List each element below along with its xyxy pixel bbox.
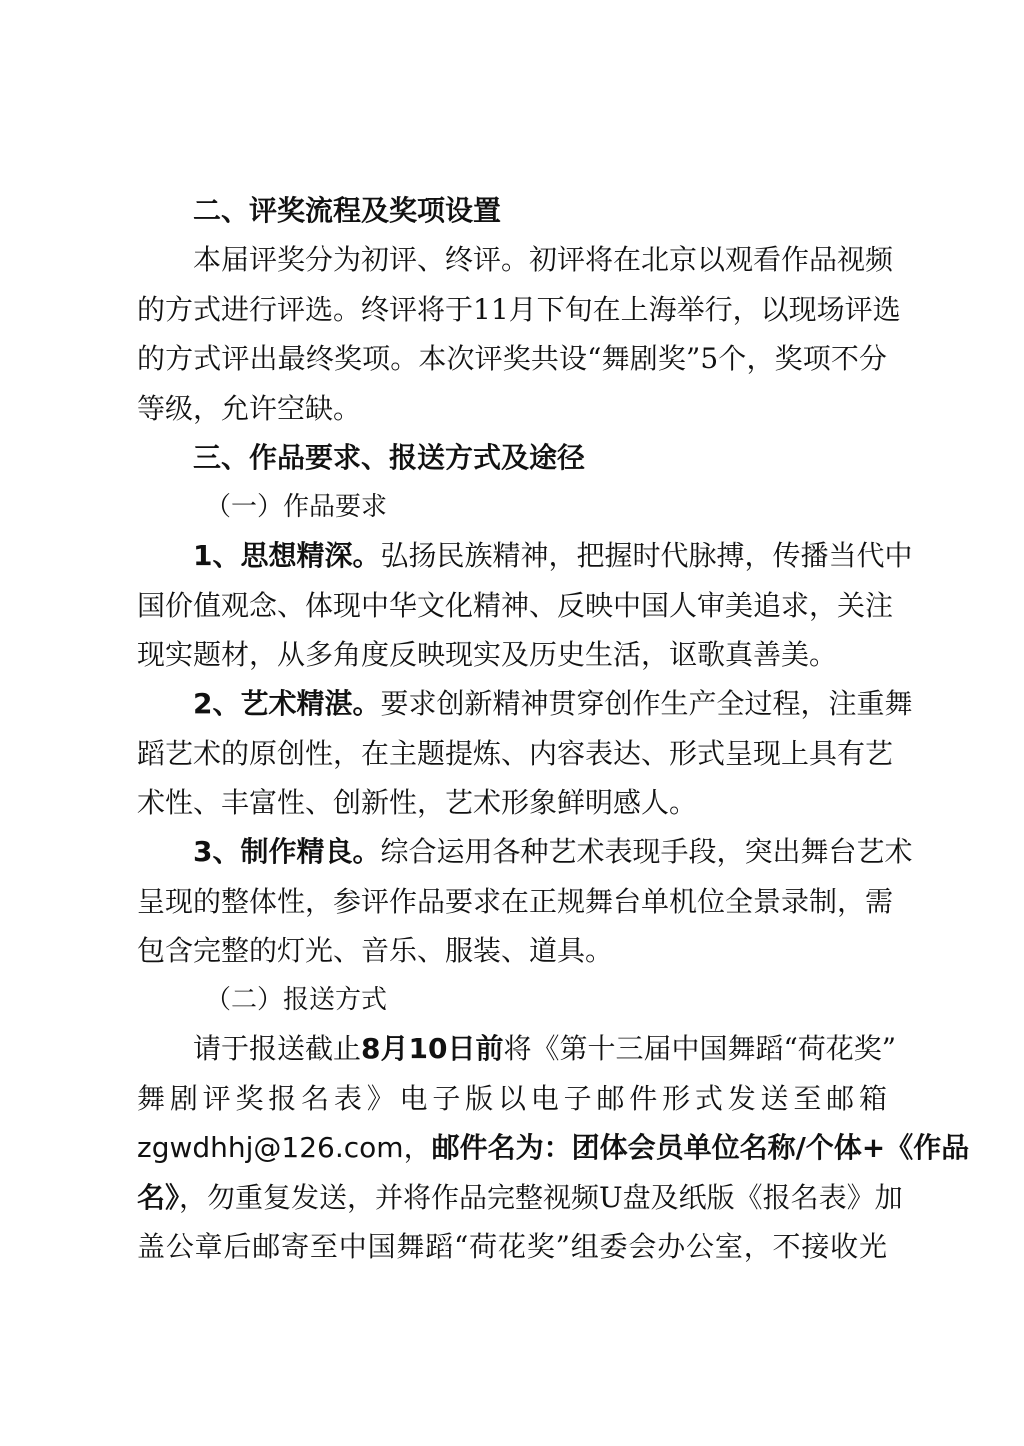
paragraph-line: 国价值观念、体现中华文化精神、反映中国人审美追求，关注 <box>137 589 894 622</box>
submission-line-5: 盖公章后邮寄至中国舞蹈“荷花奖”组委会办公室，不接收光 <box>137 1230 887 1263</box>
email-address: zgwdhhj@126.com <box>137 1131 404 1164</box>
requirement-item-1 <box>193 531 913 581</box>
paragraph-line: 蹈艺术的原创性，在主题提炼、内容表达、形式呈现上具有艺 <box>137 737 894 770</box>
paragraph-line: 本届评奖分为初评、终评。初评将在北京以观看作品视频 <box>193 243 894 276</box>
section-heading-requirements: 三、作品要求、报送方式及途径 <box>193 441 586 474</box>
requirement-item-3 <box>193 827 913 877</box>
deadline: 8月10日前 <box>361 1032 504 1065</box>
email-subject-rule: 邮件名为：团体会员单位名称/个体+《作品 <box>431 1131 970 1164</box>
requirement-text: 要求创新精神贯穿创作生产全过程，注重舞 <box>380 687 913 720</box>
submission-line-2: 舞剧评奖报名表》电子版以电子邮件形式发送至邮箱 <box>137 1082 887 1115</box>
requirement-item-2 <box>193 679 913 729</box>
paragraph-line: 等级，允许空缺。 <box>137 392 362 425</box>
paragraph-line: 术性、丰富性、创新性，艺术形象鲜明感人。 <box>137 786 698 819</box>
submission-text: 将《第十三届中国舞蹈“荷花奖” <box>503 1032 897 1065</box>
paragraph-line: 的方式评出最终奖项。本次评奖共设“舞剧奖”5个，奖项不分 <box>137 342 887 375</box>
paragraph-line: 包含完整的灯光、音乐、服装、道具。 <box>137 934 614 967</box>
subsection-heading-submission: （二）报送方式 <box>205 985 388 1015</box>
submission-text: ，勿重复发送，并将作品完整视频U盘及纸版《报名表》加 <box>179 1181 903 1214</box>
submission-line-3 <box>137 1123 970 1173</box>
requirement-text: 综合运用各种艺术表现手段，突出舞台艺术 <box>380 835 913 868</box>
submission-line-4 <box>137 1173 903 1223</box>
section-heading-awards: 二、评奖流程及奖项设置 <box>193 194 502 227</box>
submission-text: ， <box>403 1131 432 1164</box>
email-subject-rule: 名》 <box>137 1181 180 1214</box>
requirement-title: 1、思想精深。 <box>193 539 381 572</box>
submission-line-1 <box>193 1024 897 1074</box>
paragraph-line: 呈现的整体性，参评作品要求在正规舞台单机位全景录制，需 <box>137 885 894 918</box>
requirement-text: 弘扬民族精神，把握时代脉搏，传播当代中 <box>380 539 913 572</box>
subsection-heading-work-requirements: （一）作品要求 <box>205 492 388 522</box>
submission-text: 请于报送截止 <box>193 1032 362 1065</box>
requirement-title: 3、制作精良。 <box>193 835 381 868</box>
paragraph-line: 现实题材，从多角度反映现实及历史生活，讴歌真善美。 <box>137 638 838 671</box>
paragraph-line: 的方式进行评选。终评将于11月下旬在上海举行，以现场评选 <box>137 293 901 326</box>
requirement-title: 2、艺术精湛。 <box>193 687 381 720</box>
